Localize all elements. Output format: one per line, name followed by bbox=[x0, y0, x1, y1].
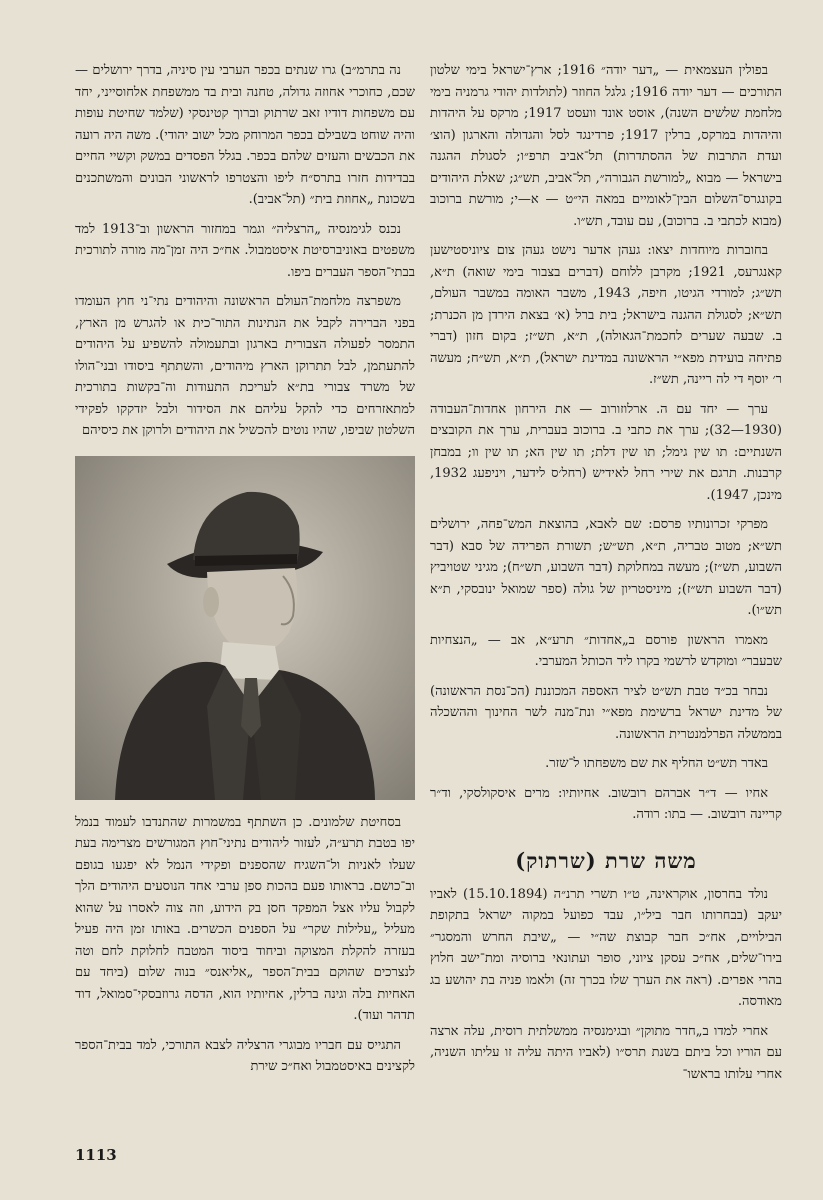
paragraph: בחוברות מיוחדות יצאו: געהן אדער נישט געהן צום ציוניסטישען קאנגרעס, 1921; מקרבן ללוחם (דברים בצבור בימי שואה) ת״א, תש״ג; למורדי הגיטו, חיפה, 1943, משבר האומה במשבר העולם, תש״א; לסגולת ההגנה בישראל; בית ברל (א׳ בצאת הירדן מן הכנרת; ב. שבעה שערים לחכמת־הגאולה), ת״א, תש״ז; בקום חזון (דברי פתיחה בועידת מפא״י הראשונה במדינת ישראל), ת״א, תש״ח; מעשה ר׳ יוסף די לה ריינה, תש״ז. bbox=[430, 243, 783, 387]
paragraph: התגייס עם חבריו מבוגרי הרצליה לצבא התורכי, למד בבית־הספר לקצינים באיסטמבול ואח״כ שירת bbox=[75, 1037, 415, 1074]
paragraph: נכנס לגימנסיה „הרצליה״ וגמר במחזור הראשון וב־1913 למד משפטים באוניברסיטת איסטמבול. אח״כ היה זמן־מה מורה לתורכית בבתי־הספר העברים ביפו. bbox=[75, 221, 415, 280]
paragraph: נבחר בכ״ד טבת תש״ט לציר האספה המכוננת (הכ־נסת הראשונה) של מדינת ישראל ברשימת מפא״י ונת־מנה לשר החינוך וההשכלה בממשלה הפרלמנטרית הראשונה. bbox=[430, 683, 782, 742]
paragraph: אחרי למדו ב„חדר מתוקן״ ובגימנסיה ממשלתית רוסית, עלה ארצה עם הוריו וכל ביתם בשנת תרס״ו (לאביו היתה עליה זו עליתו השניה, אחרי עלותו בראשו־ bbox=[430, 1023, 782, 1082]
paragraph: מפרקי זכרונותיו פרסם: שם לאבא, בהוצאת המש־פחה, ירושלים תש״א; מטוב טבריה, ת״א, תש״ש; תשורת הפרידה של סבא (דבר השבוע, תש״ז); מעשה במחלוקת (דבר השבוע, תש״ח); מגיני שטויביץ (דבר השבוע תש״ז); מיניסטריון של גולה (ספר שמואל ינובסקי, ת״א תש״ו). bbox=[430, 517, 782, 618]
paragraph: באדר תש״ט החליף את שם משפחתו ל־שזר. bbox=[545, 756, 768, 771]
paragraph: נה בתרמ״ב) גרו שנתים בכפר הערבי עין סיניה, בדרך ירושלים — שכם, כחוכרי אחוזה גדולה, טחנה ובית בד ממשפחת אלחוסייני, יחד עם משפחות דודיו זאב שרתוק וברוך קטינסקי (שלמד שחיטת עופות והיה שוחט בשבילם בכפר המרוחק מכל ישוב יהודי). משה היה רועה את הכבשים והעזים שלהם בכפר. בגלל הפסדים במשק וקשיי החיים בבדידות חזרו בתרס״ח ליפו והצטרפו לראשוני הבונים והמשתכנים בשכונת „אחוזת בית״ (תל־אביב). bbox=[75, 63, 415, 207]
paragraph: נולד בחרסון, אוקראינה, ט״ו תשרי תרנ״ה (15.10.1894) לאביו יעקב (בבחרותו חבר ביל״ו, עבד כפועל במקוה ישראל בתקופת הבילויים, אח״כ חבר קבוצת שה״י — „שיבת החרש והמסגר״ בירו־שלים, אח״כ עסקן ציוני, סופר ועתונאי ברוסיה ומת־ישב חלוץ בהרי אפרים. (ראה את הערך שלו בכרך זה) ולאמו פניה בת יהושע בג מאודסה. bbox=[430, 886, 782, 1009]
paragraph: ערך — יחד עם ה. ארלוזורוב — את הירחון אחדות־העבודה (1930—32); ערך את כתבי ב. ברוכוב בעברית, ערך את הקובצים השנתיים: תו שין גימל; תו שין דלת; תו שין הא; תו שין וו; במבחן קרבנות. תרגם את שירי רחל לאידיש (רחל׳ס לידער, ויניפעג 1932, מינכן, 1947). bbox=[430, 401, 782, 503]
page-number: 1113 bbox=[75, 1146, 117, 1164]
paragraph: משפרצה מלחמת־העולם הראשונה והיהודים נתי־ני חוץ העומדו בפני הברירה לקבל את הנתינות התור־כית או להגרש מן הארץ, התמסר לפעולה הצבורית בארגון ובתעמולה להשפיע על היהודים להתעתמן, לבל תתרוקן הארץ מיהודים, והשתתף ביסודו ובני־הולו של משרד צבורי בת״א לעריכת התעודות וה־בקשות בתורכית למתאזרחים כדי להקל עליהם את הסידור ולבל יזדקקו לפקידי השלטון שביפו, שהיו נוטים להכשיל את היהודים ולרוקן את כיסיהם bbox=[75, 294, 415, 438]
paragraph: בפולין העצמאית — „דער יודה״ 1916; ארץ־ישראל בימי שלטון התורכים — דער יודה 1916; גלגל החוזר (לתולדות יהודי גרמניה בימי מלחמת שלשים השנה), אוסט אונד וועסט 1917; מרקס על היהדות והיהדות במרקס, ברלין 1917; פרדינגד לסל והגדולה והארגון (הוצ׳ ועדת התרבות של ההסתדרות) תל־אביב תרפ״ו; לסגולת ההגנה בישראל — מבוא „למורשת הגבורה״, תל־אביב, תש״ג; שאלת היהודים בקונגרס־השלום הבין־לאומיים במאה הי״ט — א—י; מורשת ברוכוב (מבוא לכתבי ב. ברוכוב), עם עובד, תש״ו. bbox=[430, 63, 782, 229]
entry-title: משה שרת (שרתוק) bbox=[515, 847, 697, 873]
paragraph: בסחיטת שלמונים. כן השתתף במשמרות שהתנדבו לעמוד בנמל יפו בטבת תרע״ה, לעזור ליהודים נתיני־חוץ המגורשים מצרימה בעת שעלו לאניות ול־השגיח שהספנים ופקידי הנמל לא יפגעו בגופם וב־כושם. בראותו פעם בהכות ספן ערבי אחד הנוסעים היהודים הלך לקבול עליו אצל המפקד חסן בק הידוע, וזה צוה לאסרו על שהוא מעליל „עלילות שקר״ על הספנים הכשרים. באותו זמן היה פעיל בעזרה להקלת המצוקה וביחוד ביסוד המטבח לחלוקת לחם וטה לנצרכים שהוקם בבית־הספר „אליאנס״ בנוה שלום (ביחד עם האחיות בלה וגינה ברלין, אחיותיו הוא, הדסה גרוזבסקי־סמואל, דוד תדהר ועוד). bbox=[75, 814, 415, 1023]
left-column bbox=[75, 60, 415, 1086]
portrait-figure bbox=[75, 456, 415, 800]
portrait-photo bbox=[75, 456, 415, 800]
paragraph: אחיו — ד״ר אברהם רובשוב. אחיותיו: מרים איסקולסקי, וד״ר קריינה רובשוב. — בתו: רודה. bbox=[430, 785, 782, 822]
right-column bbox=[430, 60, 782, 1093]
paragraph: מאמרו הראשון פורסם ב„אחדות״ תרע״א, אב — „הנצחיות שבעבר״ ומוקדש לרשמי בקרו ליד הכותל המערבי. bbox=[430, 632, 782, 669]
